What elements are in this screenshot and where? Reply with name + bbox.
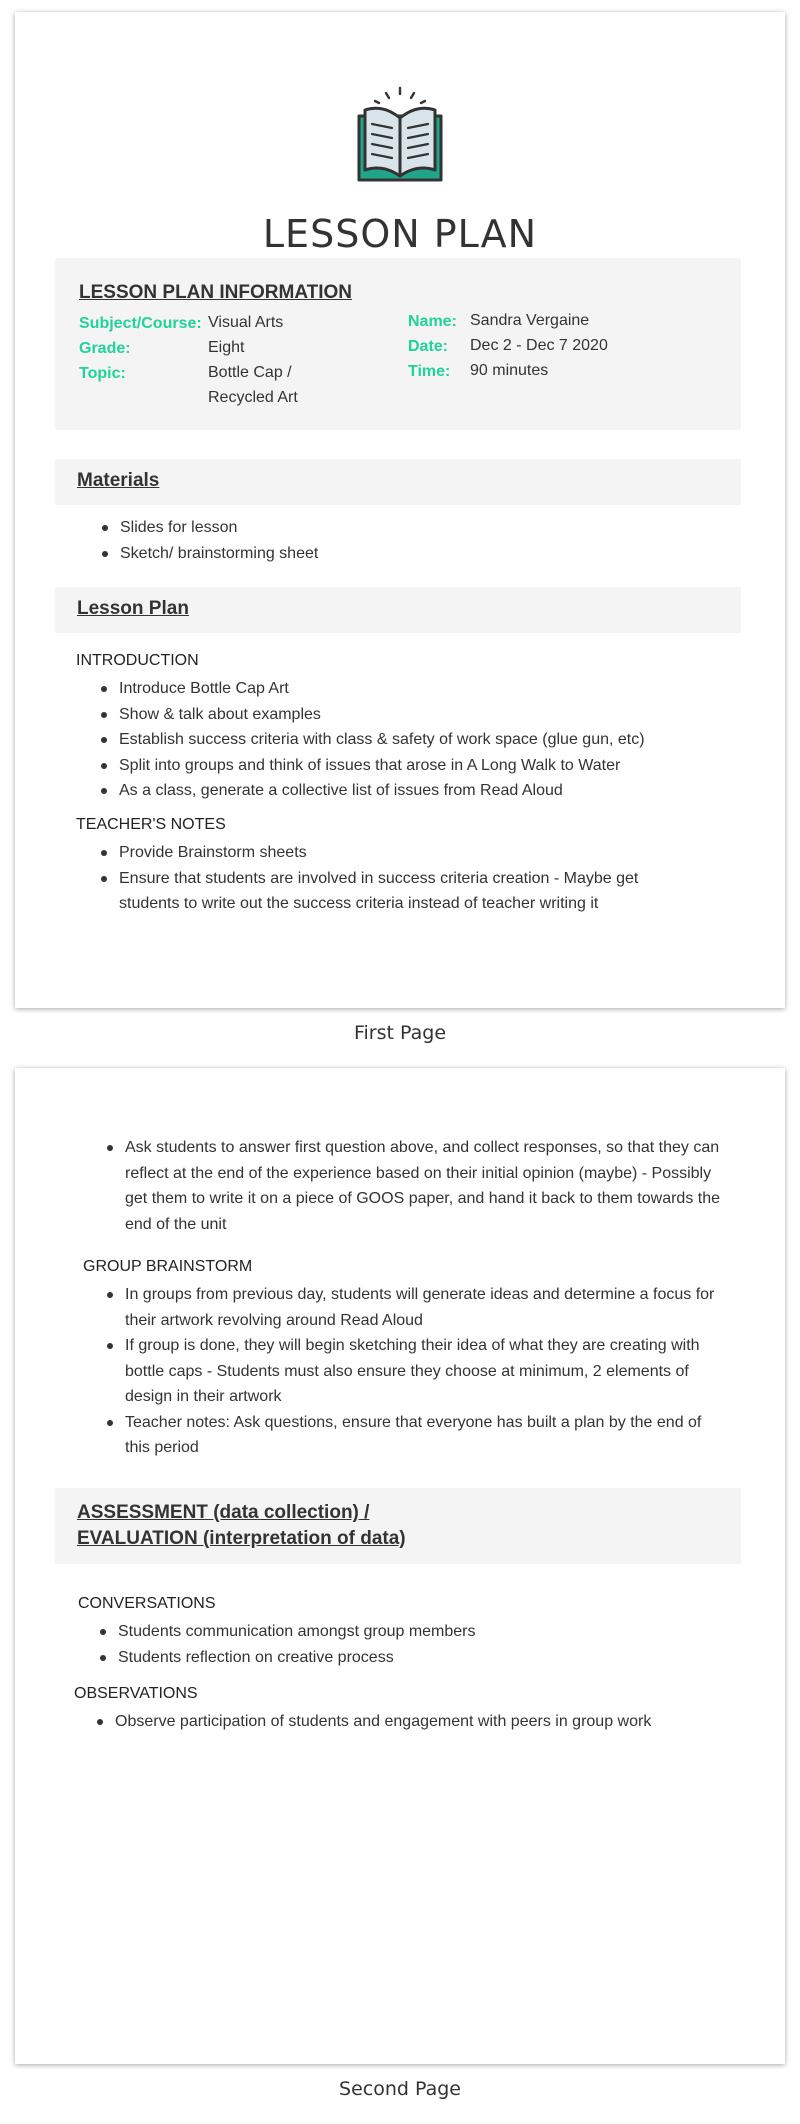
date-label: Date: [408, 338, 449, 355]
list-item: Introduce Bottle Cap Art [97, 676, 747, 702]
subject-label: Subject/Course: [79, 315, 202, 332]
open-book-icon [345, 84, 455, 194]
time-value: 90 minutes [470, 362, 549, 379]
list-item: Split into groups and think of issues that arose in A Long Walk to Water [97, 753, 747, 779]
document-title: LESSON PLAN [262, 212, 538, 256]
list-item: Students reflection on creative process [96, 1645, 736, 1671]
first-page [15, 12, 785, 1008]
assessment-heading [77, 1500, 406, 1552]
list-item: Provide Brainstorm sheets [97, 840, 677, 866]
name-value: Sandra Vergaine [470, 312, 590, 329]
materials-heading: Materials [77, 470, 160, 491]
observations-list [93, 1709, 753, 1735]
list-item: As a class, generate a collective list of issues from Read Aloud [97, 778, 747, 804]
info-heading: LESSON PLAN INFORMATION [79, 282, 353, 303]
lesson-plan-section-bar [55, 587, 741, 633]
lesson-plan-heading: Lesson Plan [77, 598, 189, 619]
materials-section-bar [55, 459, 741, 505]
group-brainstorm-list [103, 1282, 728, 1461]
lesson-info-box [55, 258, 741, 430]
list-item: Students communication amongst group members [96, 1619, 736, 1645]
list-item: Show & talk about examples [97, 702, 747, 728]
materials-list [98, 515, 738, 566]
list-item: Slides for lesson [98, 515, 738, 541]
topic-label: Topic: [79, 365, 126, 382]
list-item: Ask students to answer first question above, and collect responses, so that they can reflect at the end of the experience based on their initial opinion (maybe) - Possibly get them to write it on a piece of GOOS paper, and hand it back to them towards the end of the unit [103, 1135, 723, 1237]
list-item: Ensure that students are involved in success criteria creation - Maybe get students to write out the success criteria instead of teacher writing it [97, 866, 677, 917]
list-item: In groups from previous day, students will generate ideas and determine a focus for their artwork revolving around Read Aloud [103, 1282, 728, 1333]
teachers-notes-list [97, 840, 677, 917]
assessment-heading-line2: EVALUATION (interpretation of data) [77, 1528, 406, 1549]
list-item: Establish success criteria with class & safety of work space (glue gun, etc) [97, 727, 747, 753]
assessment-heading-line1: ASSESSMENT (data collection) / [77, 1502, 370, 1523]
teachers-notes-heading: TEACHER'S NOTES [76, 816, 226, 833]
introduction-heading: INTRODUCTION [76, 652, 199, 669]
continued-list [103, 1135, 723, 1237]
time-label: Time: [408, 363, 451, 380]
second-page [15, 1068, 785, 2064]
list-item: Observe participation of students and engagement with peers in group work [93, 1709, 753, 1735]
topic-value-line2: Recycled Art [208, 389, 298, 406]
subject-value: Visual Arts [208, 314, 284, 331]
grade-label: Grade: [79, 340, 131, 357]
introduction-list [97, 676, 747, 804]
assessment-section-bar [55, 1488, 741, 1564]
conversations-heading: CONVERSATIONS [78, 1595, 216, 1612]
topic-value-line1: Bottle Cap / [208, 364, 292, 381]
name-label: Name: [408, 313, 457, 330]
list-item: Teacher notes: Ask questions, ensure that everyone has built a plan by the end of this period [103, 1410, 728, 1461]
first-page-caption: First Page [353, 1022, 447, 1044]
group-brainstorm-heading: GROUP BRAINSTORM [83, 1258, 253, 1275]
conversations-list [96, 1619, 736, 1670]
observations-heading: OBSERVATIONS [74, 1685, 198, 1702]
second-page-caption: Second Page [339, 2078, 461, 2100]
list-item: Sketch/ brainstorming sheet [98, 541, 738, 567]
date-value: Dec 2 - Dec 7 2020 [470, 337, 608, 354]
list-item: If group is done, they will begin sketching their idea of what they are creating with bottle caps - Students must also ensure they choose at minimum, 2 elements of design in their artwork [103, 1333, 728, 1410]
grade-value: Eight [208, 339, 245, 356]
